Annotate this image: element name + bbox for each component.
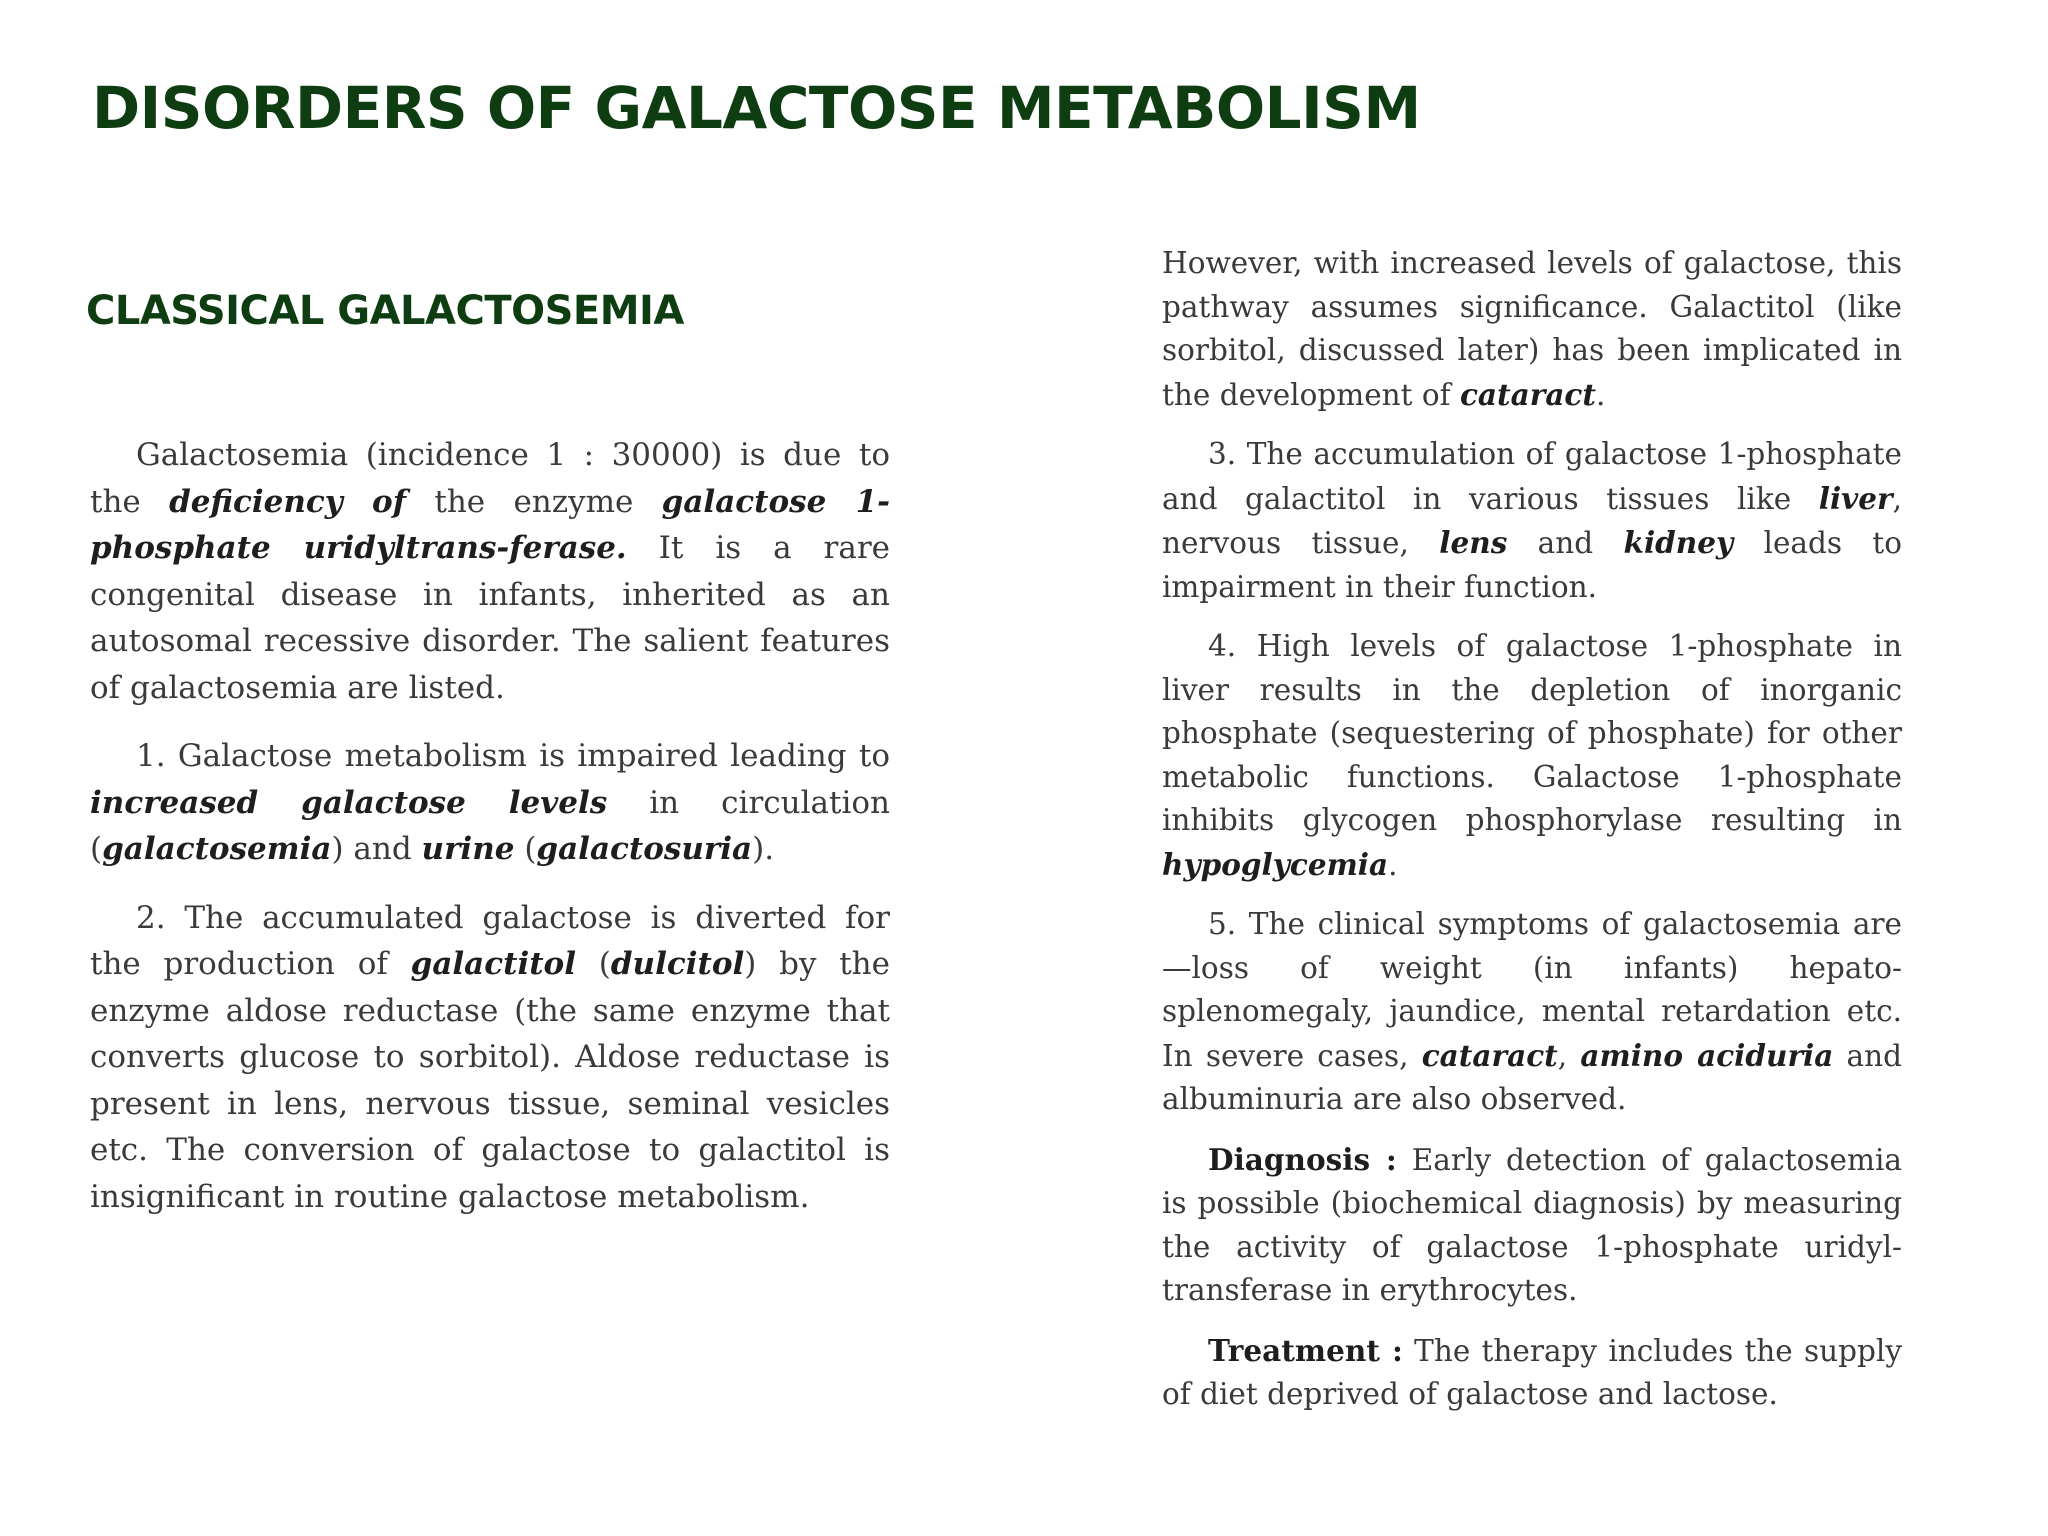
text-run: , nervous tissue, (1162, 481, 1902, 560)
intro-paragraph (90, 432, 890, 711)
emphasis-text: increased galactose levels (90, 784, 608, 821)
emphasis-text: amino aciduria (1580, 1037, 1834, 1073)
text-run: ( (576, 946, 611, 982)
right-text-column (1162, 242, 1902, 1417)
text-run: However, with increased levels of galactose, this pathway assumes significance. Galactitol (like sorbitol, discussed later) has been implicated in the development of (1162, 246, 1902, 412)
emphasis-text: hypoglycemia (1162, 846, 1389, 882)
text-run: 1. Galactose metabolism is impaired leading to (136, 738, 890, 774)
emphasis-text: deficiency of (169, 483, 407, 520)
emphasis-text: lens (1439, 525, 1508, 560)
emphasis-text: galactose 1-phosphate uridyltrans-ferase. (90, 483, 891, 566)
text-run: 5. The clinical symptoms of galactosemia are—loss of weight (in infants) hepato-splenomegaly, jaundice, mental retardation etc. In severe cases, (1162, 907, 1902, 1073)
text-run: ) by the enzyme aldose reductase (the same enzyme that converts glucose to sorbitol). Aldose reductase is present in lens, nervous tissue, seminal vesicles etc. The conversion of galactose to galactitol is insignificant in routine galactose metabolism. (90, 946, 890, 1215)
treatment-label: Treatment : (1208, 1332, 1403, 1368)
emphasis-text: galactitol (410, 946, 577, 982)
diagnosis-label: Diagnosis : (1208, 1141, 1397, 1177)
continuation-paragraph (1162, 242, 1902, 417)
emphasis-text: cataract (1421, 1037, 1558, 1073)
emphasis-text: galactosuria (536, 831, 753, 867)
text-run: Early detection of galactosemia is possible (biochemical diagnosis) by measuring the activity of galactose 1-phosphate uridyl-transferase in erythrocytes. (1162, 1142, 1902, 1307)
text-run: ). (752, 831, 775, 867)
point-3-paragraph (1162, 433, 1902, 609)
emphasis-text: urine (421, 831, 515, 867)
text-run: the enzyme (406, 483, 662, 520)
treatment-paragraph (1162, 1329, 1902, 1417)
emphasis-text: liver (1818, 480, 1893, 516)
text-run: 4. High levels of galactose 1-phosphate in liver results in the depletion of inorganic phosphate (sequestering of phosphate) for other metabolic functions. Galactose 1-phosphate inhibits glycogen phosphorylase resulting in (1162, 629, 1902, 837)
slide-title: DISORDERS OF GALACTOSE METABOLISM (92, 74, 1421, 142)
emphasis-text: galactosemia (102, 831, 332, 867)
text-run: ( (514, 831, 537, 867)
text-run: leads to impairment in their function. (1162, 526, 1903, 604)
text-run: 3. The accumulation of galactose 1-phosphate and galactitol in various tissues like (1162, 437, 1902, 516)
text-run: . (1596, 377, 1606, 412)
point-1-paragraph (90, 733, 890, 873)
emphasis-text: cataract (1459, 376, 1597, 412)
text-run: . (1388, 847, 1398, 882)
text-run: and (1507, 526, 1624, 560)
point-5-paragraph (1162, 903, 1902, 1122)
text-run: and albuminuria are also observed. (1162, 1038, 1902, 1116)
point-4-paragraph (1162, 625, 1902, 887)
text-run: It is a rare congenital disease in infants, inherited as an autosomal recessive disorder. The salient features of galactosemia are listed. (90, 530, 890, 706)
text-run: in circulation ( (90, 784, 890, 867)
text-run: 2. The accumulated galactose is diverted for the production of (90, 899, 890, 982)
text-run: The therapy includes the supply of diet deprived of galactose and lactose. (1162, 1333, 1902, 1411)
emphasis-text: kidney (1623, 525, 1734, 560)
point-2-paragraph (90, 895, 890, 1221)
text-run: ) and (331, 831, 422, 867)
text-run: , (1557, 1038, 1581, 1073)
left-text-column (90, 432, 890, 1220)
diagnosis-paragraph (1162, 1138, 1902, 1313)
text-run: Galactosemia (incidence 1 : 30000) is due to the (90, 437, 890, 520)
section-subtitle: CLASSICAL GALACTOSEMIA (86, 288, 684, 334)
emphasis-text: dulcitol (610, 946, 745, 982)
